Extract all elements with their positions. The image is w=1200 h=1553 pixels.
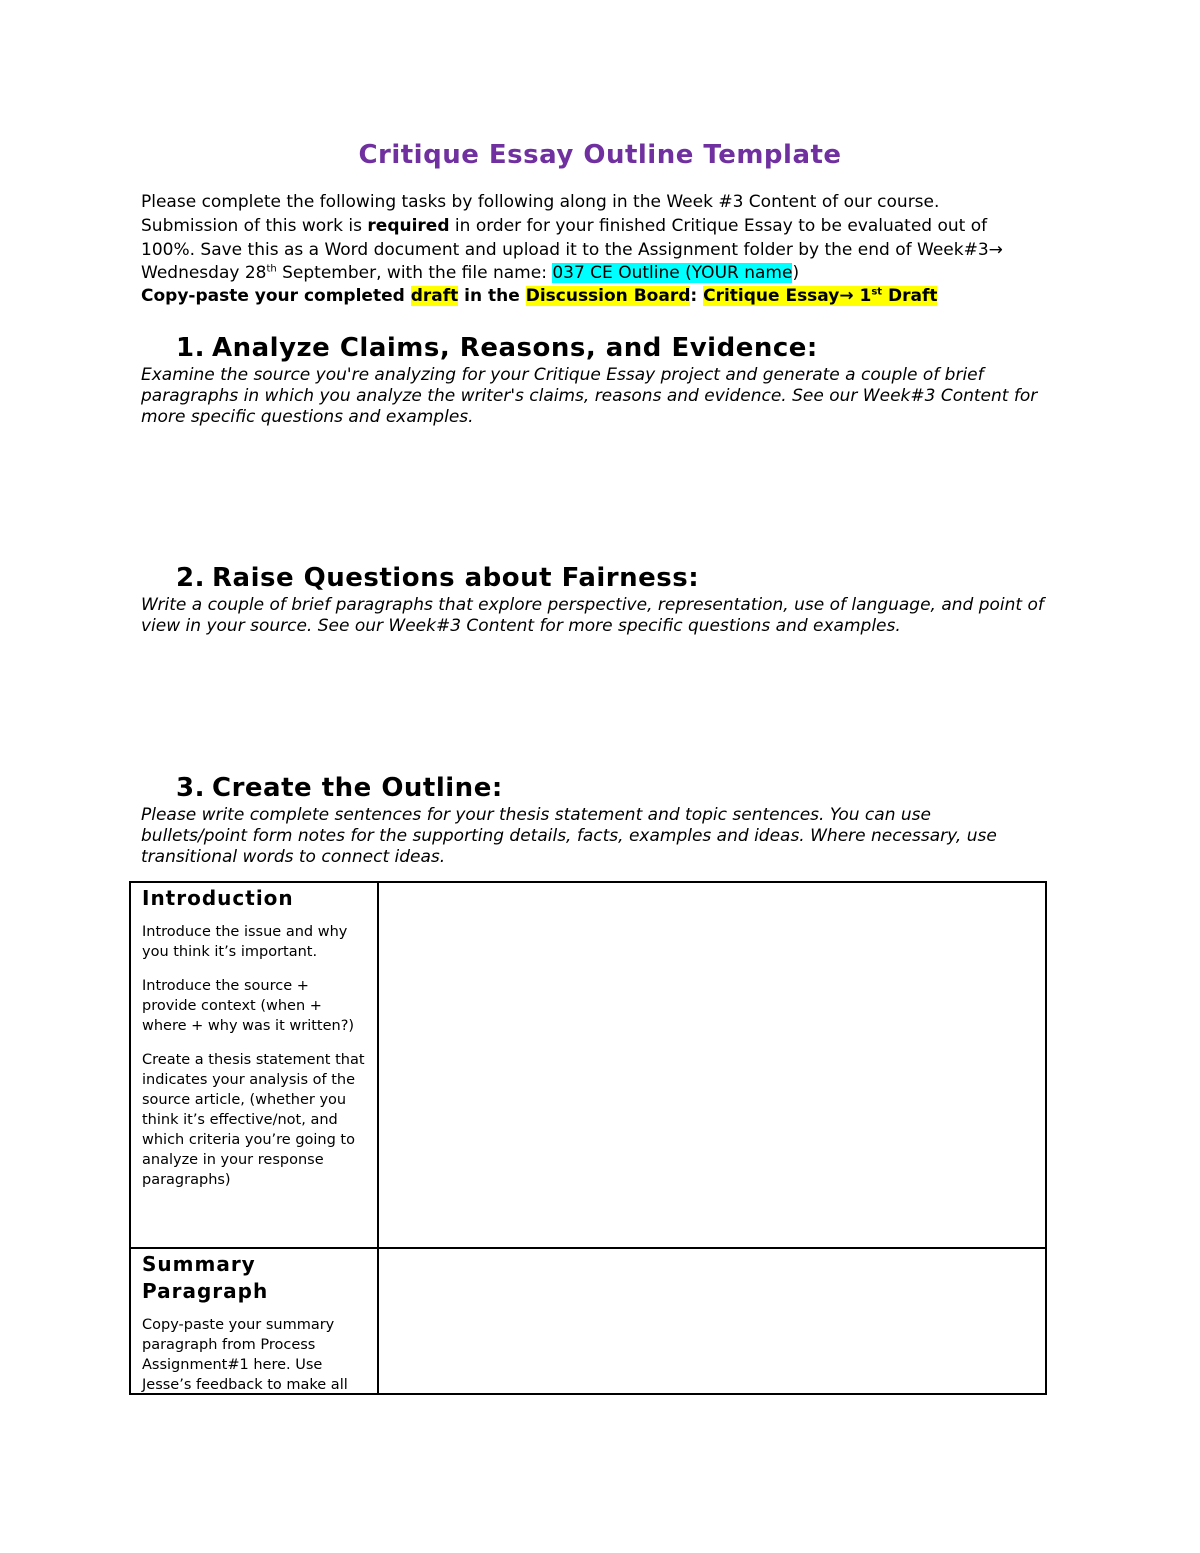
row-title: Introduction <box>142 886 294 910</box>
instructions-line: Please complete the following tasks by following along in the Week #3 Content of our course. <box>141 192 940 212</box>
required-emphasis: required <box>367 216 450 236</box>
table-label-cell <box>131 1249 379 1393</box>
draft-highlight: draft <box>410 286 459 306</box>
section-description-1: Examine the source you're analyzing for your Critique Essay project and generate a couple of brief paragraphs in which you analyze the writer's claims, reasons and evidence. See our Week#3 Content for more specific questions and examples. <box>141 365 1038 427</box>
row-guidance: Create a thesis statement that indicates your analysis of the source article, (whether you think it’s effective/not, and which criteria you’re going to analyze in your response paragraphs) <box>142 1052 365 1188</box>
instructions-block <box>141 190 1061 308</box>
row-guidance: Introduce the issue and why you think it’s important. <box>142 924 348 960</box>
section-heading-1: 1. Analyze Claims, Reasons, and Evidence: <box>176 333 818 363</box>
section-heading-3: 3. Create the Outline: <box>176 773 503 803</box>
introduction-answer-cell[interactable] <box>381 883 1045 1247</box>
instructions-line: 100%. Save this as a Word document and upload it to the Assignment folder by the end of Week#3→ <box>141 240 1003 260</box>
outline-table <box>129 881 1047 1395</box>
table-label-cell <box>131 883 379 1247</box>
instructions-line: Submission of this work is required in order for your finished Critique Essay to be evaluated out of <box>141 216 988 236</box>
summary-answer-cell[interactable] <box>381 1249 1045 1393</box>
file-name-highlight: 037 CE Outline (YOUR name <box>552 263 793 283</box>
table-row-summary <box>131 1249 1045 1393</box>
section-description-3: Please write complete sentences for your thesis statement and topic sentences. You can use bullets/point form notes for the supporting details, facts, examples and ideas. Where necessary, use transitional words to connect ideas. <box>141 805 997 867</box>
row-guidance: Copy-paste your summary paragraph from Process Assignment#1 here. Use Jesse’s feedback to make all <box>142 1317 348 1393</box>
discussion-board-highlight: Discussion Board <box>525 286 691 306</box>
table-row-introduction <box>131 883 1045 1249</box>
copy-paste-instruction: Copy-paste your completed draft in the Discussion Board: Critique Essay→ 1st Draft <box>141 286 938 306</box>
section-heading-2: 2. Raise Questions about Fairness: <box>176 563 700 593</box>
row-guidance: Introduce the source + provide context (when + where + why was it written?) <box>142 978 355 1034</box>
page-title: Critique Essay Outline Template <box>358 140 842 170</box>
instructions-line: Wednesday 28th September, with the file name: 037 CE Outline (YOUR name) <box>141 263 800 283</box>
section-description-2: Write a couple of brief paragraphs that explore perspective, representation, use of language, and point of view in your source. See our Week#3 Content for more specific questions and examples. <box>141 595 1044 636</box>
row-title: Summary Paragraph <box>142 1252 269 1303</box>
critique-essay-highlight: Critique Essay→ 1st Draft <box>703 286 938 306</box>
